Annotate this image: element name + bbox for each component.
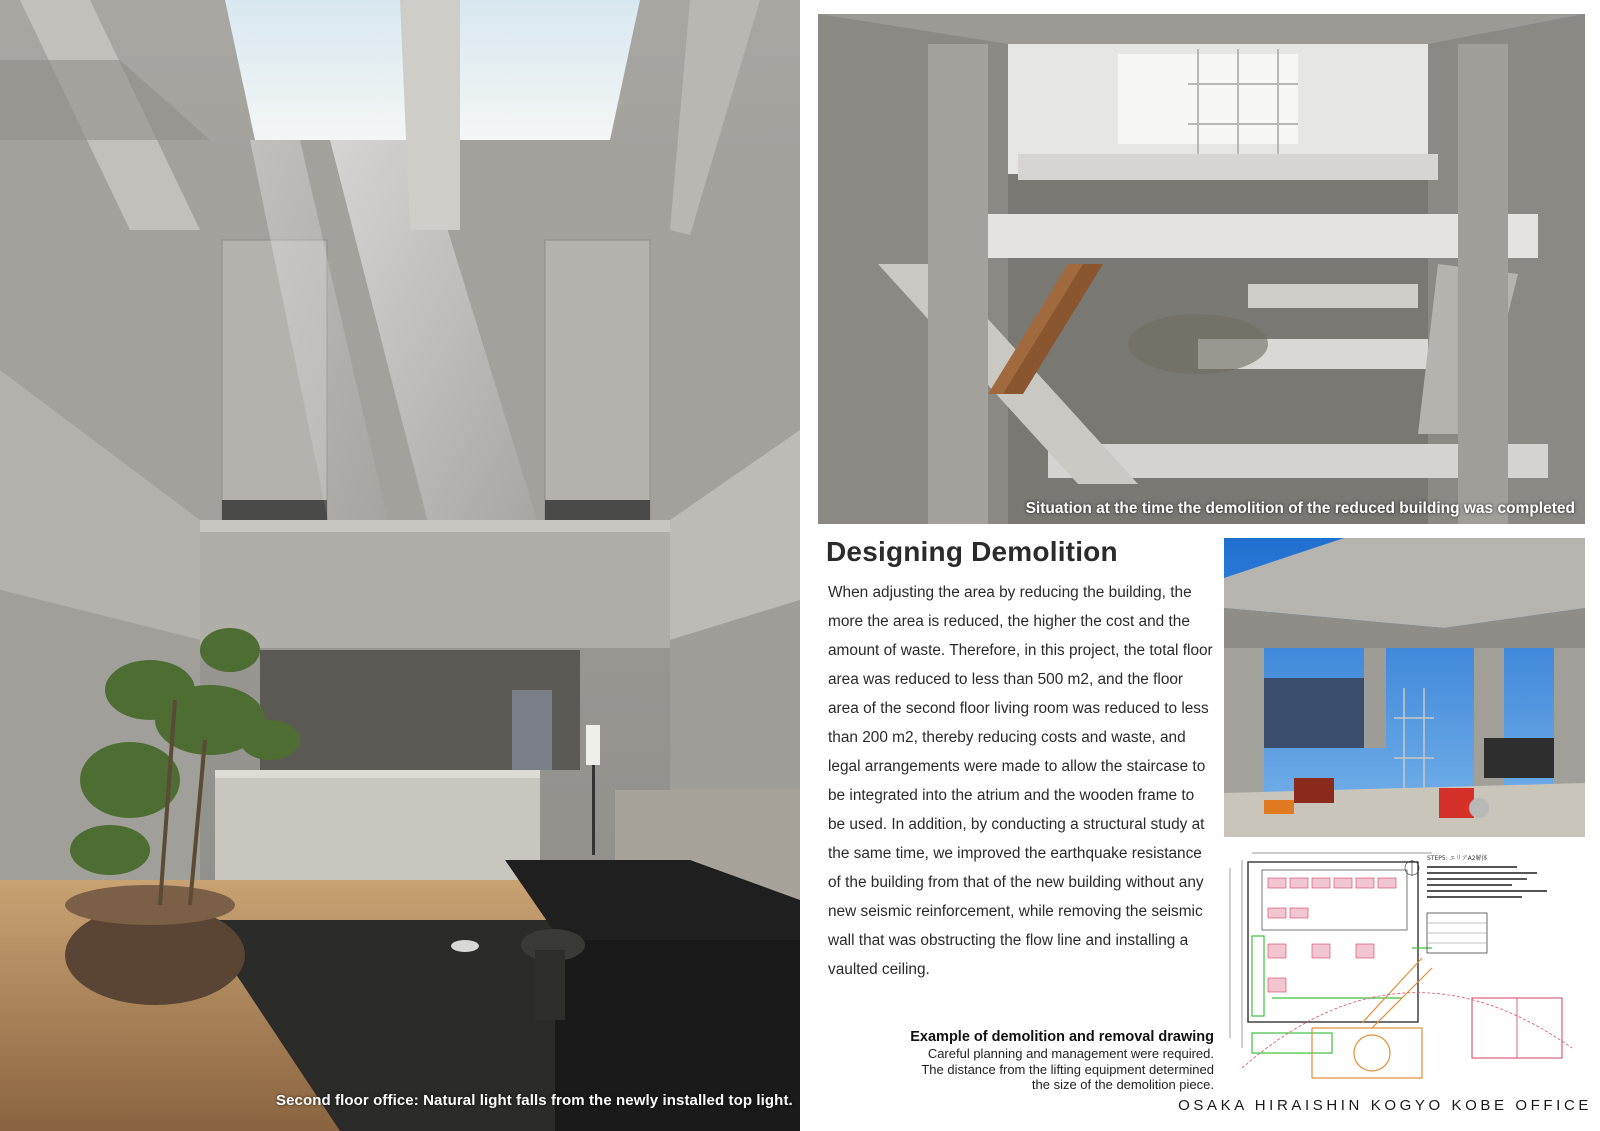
demolition-plan-drawing bbox=[1222, 848, 1585, 1092]
demolition-drawing bbox=[1222, 848, 1585, 1092]
drawing-caption-line-2: The distance from the lifting equipment determined bbox=[921, 1061, 1214, 1077]
article-body: When adjusting the area by reducing the building, the more the area is reduced, the higher the cost and the amount of waste. Therefore, in this project, the total floor area was reduced to less than 500 m2, and the floor area of the second floor living room was reduced to less than 200 m2, thereby reducing costs and waste, and legal arrangements were made to allow the staircase to be integrated into the atrium and the wooden frame to be used. In addition, by conducting a structural study at the same time, we improved the earthquake resistance of the building from that of the new building without any new seismic reinforcement, while removing the seismic wall that was obstructing the flow line and installing a vaulted ceiling. bbox=[828, 584, 1213, 978]
top-photo-caption: Situation at the time the demolition of the reduced building was completed bbox=[1025, 500, 1575, 517]
demolition-site-illustration bbox=[1224, 538, 1585, 837]
drawing-caption bbox=[840, 1029, 1214, 1093]
article-heading: Designing Demolition bbox=[826, 536, 1118, 567]
drawing-caption-line-1: Careful planning and management were required. bbox=[927, 1046, 1214, 1061]
demolition-atrium-photo bbox=[818, 14, 1585, 524]
drawing-caption-line-3: the size of the demolition piece. bbox=[1031, 1077, 1214, 1092]
drawing-caption-title: Example of demolition and removal drawing bbox=[910, 1029, 1214, 1045]
left-photo-caption: Second floor office: Natural light falls from the newly installed top light. bbox=[276, 1092, 793, 1109]
drawing-note-title: STEP5: エリアA2解体 bbox=[1427, 855, 1488, 862]
demolition-atrium-illustration bbox=[818, 14, 1585, 524]
demolition-site-photo bbox=[1224, 538, 1585, 837]
office-label: OSAKA HIRAISHIN KOGYO KOBE OFFICE bbox=[1178, 1097, 1592, 1114]
